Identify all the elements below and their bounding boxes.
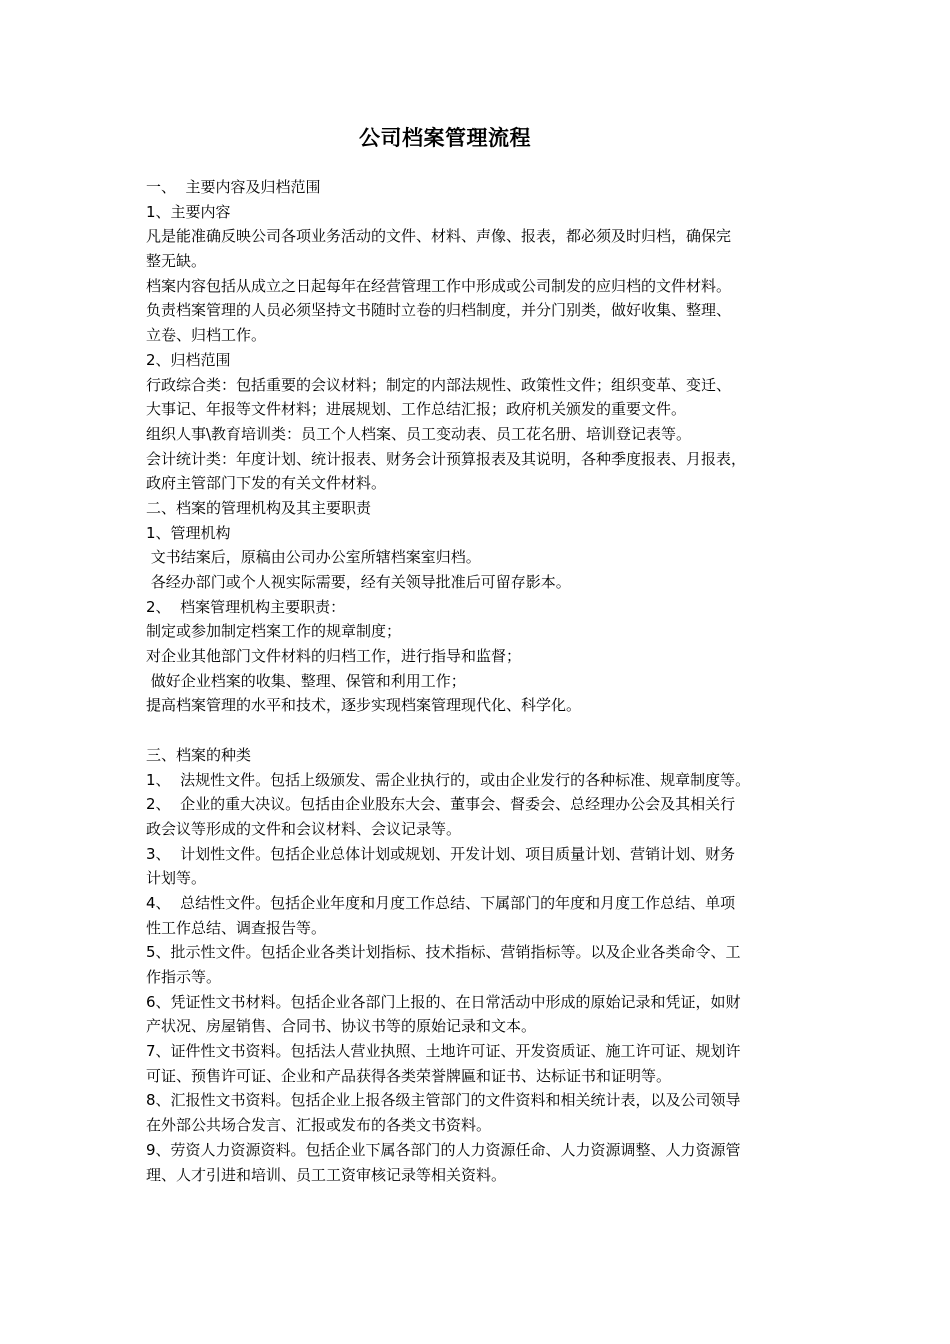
text-line: 理、人才引进和培训、员工工资审核记录等相关资料。: [146, 1165, 507, 1184]
text-line: 三、档案的种类: [146, 745, 252, 764]
text-line: 1、管理机构: [146, 523, 231, 542]
text-line: 立卷、归档工作。: [146, 326, 267, 345]
text-line: 作指示等。: [146, 968, 222, 986]
text-line: 大事记、年报等文件材料；进展规划、工作总结汇报；政府机关颁发的重要文件。: [146, 400, 687, 419]
text-line: 整无缺。: [146, 252, 207, 271]
text-line: 7、证件性文书资料。包括法人营业执照、土地许可证、开发资质证、施工许可证、规划许: [146, 1042, 741, 1061]
text-line: 做好企业档案的收集、整理、保管和利用工作；: [146, 671, 466, 690]
text-line: 文书结案后，原稿由公司办公室所辖档案室归档。: [146, 548, 481, 567]
text-line: 会计统计类：年度计划、统计报表、财务会计预算报表及其说明，各种季度报表、月报表，: [146, 449, 747, 468]
text-line: 二、档案的管理机构及其主要职责: [146, 498, 372, 517]
text-line: 2、归档范围: [146, 350, 231, 369]
text-line: 凡是能准确反映公司各项业务活动的文件、材料、声像、报表，都必须及时归档，确保完: [146, 227, 732, 246]
text-line: 6、凭证性文书材料。包括企业各部门上报的、在日常活动中形成的原始记录和凭证，如财: [146, 992, 741, 1011]
text-line: 1、 法规性文件。包括上级颁发、需企业执行的，或由企业发行的各种标准、规章制度等。: [146, 770, 751, 789]
text-line: 可证、预售许可证、企业和产品获得各类荣誉牌匾和证书、达标证书和证明等。: [146, 1066, 672, 1085]
text-line: 提高档案管理的水平和技术，逐步实现档案管理现代化、科学化。: [146, 696, 582, 715]
text-line: 计划等。: [146, 869, 207, 888]
text-line: 各经办部门或个人视实际需要，经有关领导批准后可留存影本。: [146, 573, 571, 591]
text-line: 性工作总结、调查报告等。: [146, 918, 327, 937]
text-line: 3、 计划性文件。包括企业总体计划或规划、开发计划、项目质量计划、营销计划、财务: [146, 844, 736, 863]
text-line: 5、批示性文件。包括企业各类计划指标、技术指标、营销指标等。以及企业各类命令、工: [146, 943, 741, 962]
text-line: 负责档案管理的人员必须坚持文书随时立卷的归档制度，并分门别类，做好收集、整理、: [146, 301, 732, 320]
text-line: 政会议等形成的文件和会议材料、会议记录等。: [146, 819, 462, 838]
text-line: 行政综合类：包括重要的会议材料；制定的内部法规性、政策性文件；组织变革、变迁、: [146, 375, 732, 394]
text-line: 产状况、房屋销售、合同书、协议书等的原始记录和文本。: [146, 1017, 537, 1036]
text-line: 2、 档案管理机构主要职责：: [146, 597, 346, 616]
text-line: 组织人事\教育培训类：员工个人档案、员工变动表、员工花名册、培训登记表等。: [146, 424, 692, 443]
text-line: 在外部公共场合发言、汇报或发布的各类文书资料。: [146, 1116, 492, 1135]
text-line: 档案内容包括从成立之日起每年在经营管理工作中形成或公司制发的应归档的文件材料。: [146, 276, 732, 295]
document-body: [146, 175, 812, 1187]
text-line: 8、汇报性文书资料。包括企业上报各级主管部门的文件资料和相关统计表，以及公司领导: [146, 1091, 741, 1110]
text-line: 对企业其他部门文件材料的归档工作，进行指导和监督；: [146, 647, 522, 666]
text-line: 2、 企业的重大决议。包括由企业股东大会、董事会、督委会、总经理办公会及其相关行: [146, 795, 736, 814]
text-line: 9、劳资人力资源资料。包括企业下属各部门的人力资源任命、人力资源调整、人力资源管: [146, 1140, 741, 1159]
text-line: 政府主管部门下发的有关文件材料。: [146, 474, 387, 493]
text-line: 1、主要内容: [146, 202, 231, 221]
blank-line: [146, 718, 812, 743]
text-line: 4、 总结性文件。包括企业年度和月度工作总结、下属部门的年度和月度工作总结、单项: [146, 893, 736, 912]
document-title: 公司档案管理流程: [359, 126, 531, 150]
text-line: 制定或参加制定档案工作的规章制度；: [146, 622, 402, 641]
text-line: 一、 主要内容及归档范围: [146, 178, 321, 196]
